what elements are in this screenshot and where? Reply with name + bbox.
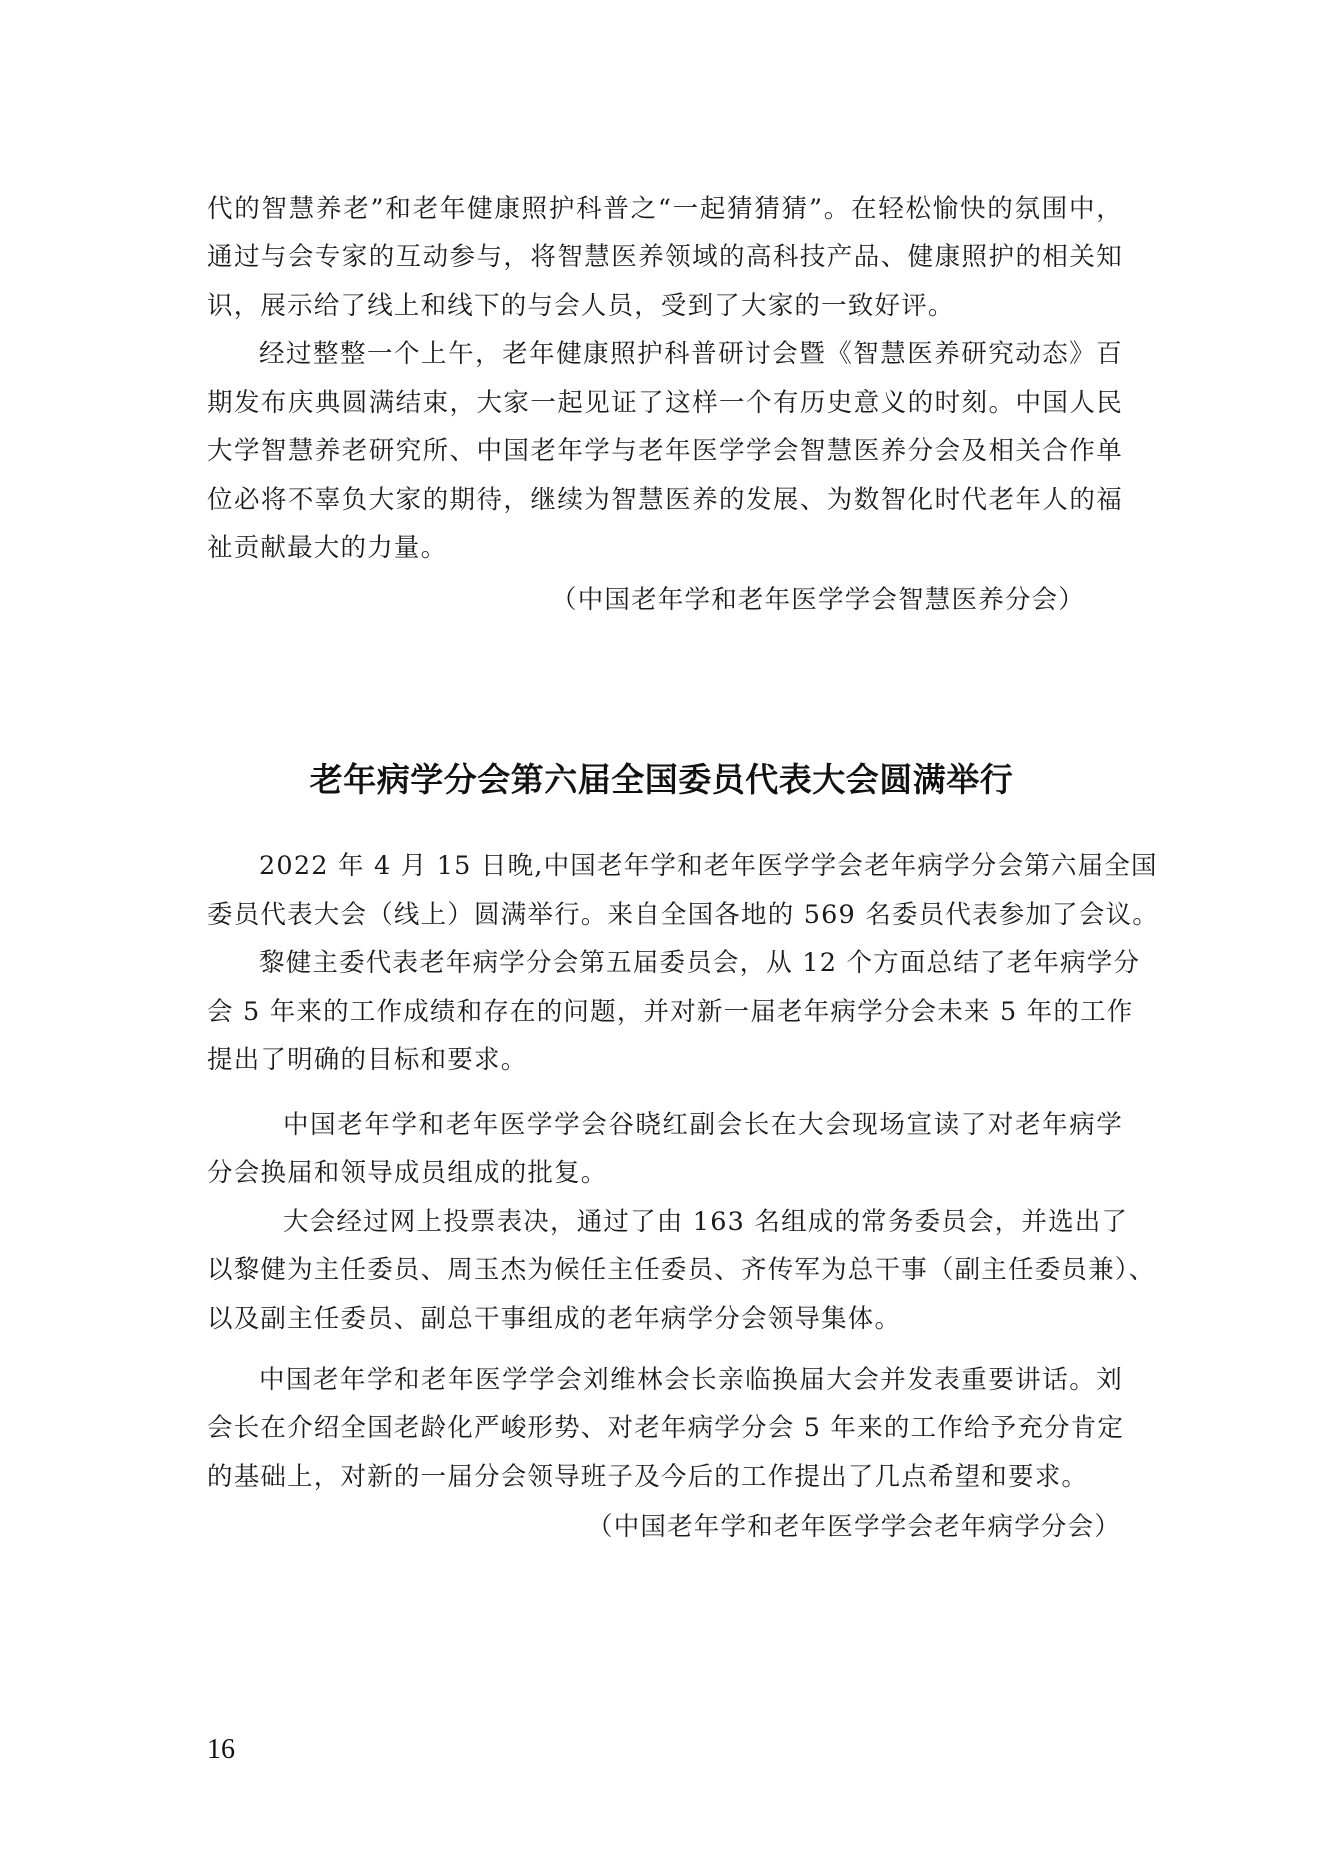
text-line: 黎健主委代表老年病学分会第五届委员会，从 12 个方面总结了老年病学分: [259, 948, 1141, 978]
text-line: 中国老年学和老年医学学会谷晓红副会长在大会现场宣读了对老年病学: [283, 1110, 1123, 1140]
text-line: 经过整整一个上午，老年健康照护科普研讨会暨《智慧医养研究动态》百: [259, 339, 1123, 369]
text-line: 识，展示给了线上和线下的与会人员，受到了大家的一致好评。: [207, 291, 955, 321]
page-number: 16: [207, 1734, 235, 1765]
article-1-attribution: （中国老年学和老年医学学会智慧医养分会）: [551, 585, 1086, 615]
text-line: 提出了明确的目标和要求。: [207, 1045, 528, 1075]
text-line: 以及副主任委员、副总干事组成的老年病学分会领导集体。: [207, 1304, 902, 1334]
text-line: 期发布庆典圆满结束，大家一起见证了这样一个有历史意义的时刻。中国人民: [207, 388, 1123, 418]
text-line: 2022 年 4 月 15 日晚,中国老年学和老年医学学会老年病学分会第六届全国: [259, 851, 1158, 881]
text-line: 会长在介绍全国老龄化严峻形势、对老年病学分会 5 年来的工作给予充分肯定: [207, 1413, 1125, 1443]
text-line: 的基础上，对新的一届分会领导班子及今后的工作提出了几点希望和要求。: [207, 1462, 1089, 1492]
text-line: 位必将不辜负大家的期待，继续为智慧医养的发展、为数智化时代老年人的福: [207, 485, 1123, 515]
text-line: 代的智慧养老”和老年健康照护科普之“一起猜猜猜”。在轻松愉快的氛围中，: [207, 194, 1123, 224]
text-line: 中国老年学和老年医学学会刘维林会长亲临换届大会并发表重要讲话。刘: [259, 1365, 1123, 1395]
text-line: 委员代表大会（线上）圆满举行。来自全国各地的 569 名委员代表参加了会议。: [207, 900, 1159, 930]
text-line: 大会经过网上投票表决，通过了由 163 名组成的常务委员会，并选出了: [283, 1207, 1129, 1237]
text-line: 以黎健为主任委员、周玉杰为候任主任委员、齐传军为总干事（副主任委员兼）、: [207, 1255, 1156, 1285]
text-line: 通过与会专家的互动参与，将智慧医养领域的高科技产品、健康照护的相关知: [207, 242, 1123, 272]
text-line: 大学智慧养老研究所、中国老年学与老年医学学会智慧医养分会及相关合作单: [207, 436, 1123, 466]
article-2-attribution: （中国老年学和老年医学学会老年病学分会）: [587, 1512, 1122, 1542]
text-line: 祉贡献最大的力量。: [207, 533, 448, 563]
text-line: 分会换届和领导成员组成的批复。: [207, 1158, 608, 1188]
article-2-title: 老年病学分会第六届全国委员代表大会圆满举行: [309, 760, 1014, 799]
text-line: 会 5 年来的工作成绩和存在的问题，并对新一届老年病学分会未来 5 年的工作: [207, 997, 1134, 1027]
